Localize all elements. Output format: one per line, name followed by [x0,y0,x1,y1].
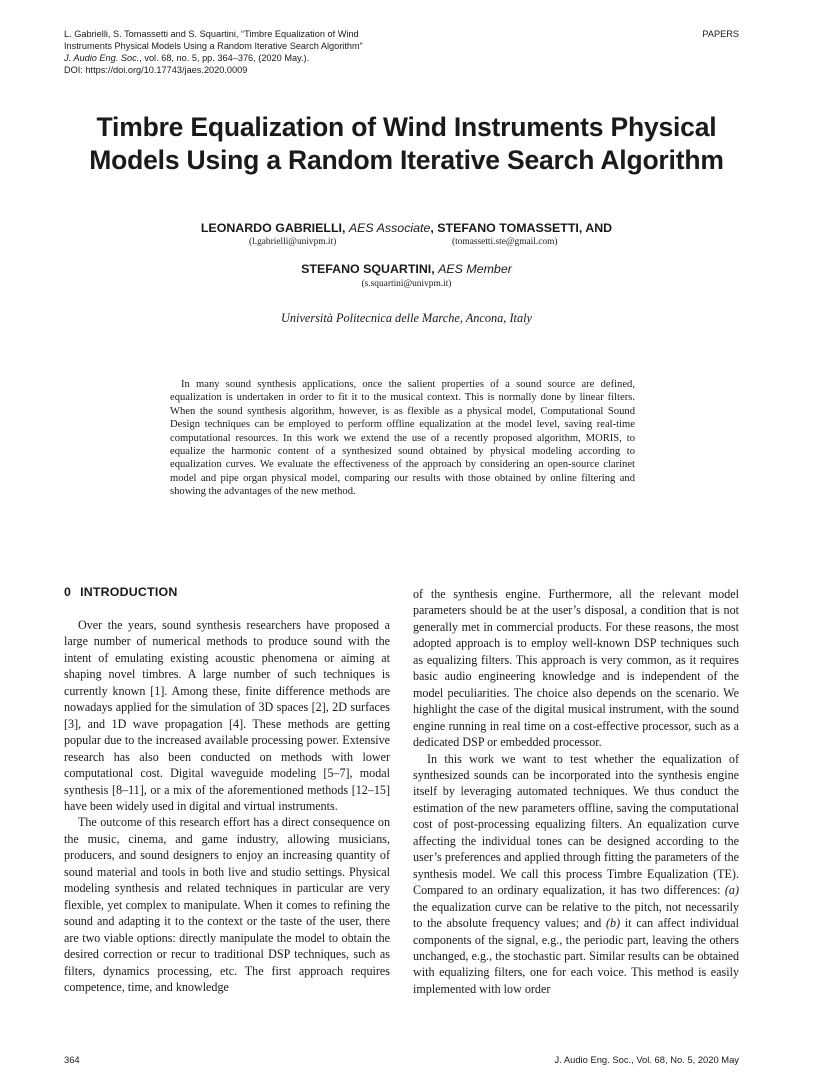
author-line-2 [0,262,813,276]
section-number: 0 [64,585,72,599]
citation-line-3 [64,52,504,64]
author-2-name: , STEFANO TOMASSETTI, AND [430,221,613,235]
list-label-a: (a) [724,883,739,898]
author-1-name: LEONARDO GABRIELLI, [200,221,346,235]
section-title: INTRODUCTION [80,585,178,599]
title-line-2: Models Using a Random Iterative Search Algorithm [89,145,724,175]
doi-link[interactable]: DOI: https://doi.org/10.17743/jaes.2020.0009 [64,65,248,75]
page-number: 364 [64,1054,80,1065]
footer-journal: J. Audio Eng. Soc., Vol. 68, No. 5, 2020 May [554,1054,739,1065]
author-3-role: AES Member [438,262,512,276]
paragraph-text: it can affect individual components of the signal, e.g., the periodic part, leaving the others unchanged, e.g., the stochastic part. Similar results can be obtained with equalizing filters, one for each voice. This method is easily implemented with low order [413,916,739,996]
paragraph: The outcome of this research effort has a direct consequence on the music, cinema, and game industry, allowing musicians, producers, and sound designers to enjoy an increasing quantity of sound material and tools in both live and studio settings. Physical modeling synthesis and related techniques in particular are very flexible, yet complex to manipulate. When it comes to refining the sound and adapting it to the context or the taste of the user, there are two viable options: directly manipulate the model to obtain the desired correction or recur to traditional DSP techniques, such as filters, dynamics processing, etc. The first approach requires competence, time, and knowledge [64,815,390,994]
paragraph: of the synthesis engine. Furthermore, all the relevant model parameters should be at the user’s disposal, a condition that is not generally met in commercial products. For these reasons, the most adopted approach is to employ well-known DSP techniques such as equalizing filters. This approach is very common, as it requires basic audio engineering knowledge and is independent of the model peculiarities. The choice also depends on the scenario. We highlight the case of the digital musical instrument, with the sound engine running in real time on a cost-effective processor, such as a dedicated DSP or embedded processor. [413,587,739,750]
affiliation: Università Politecnica delle Marche, Ancona, Italy [281,311,532,325]
citation-header [64,28,504,76]
title-line-1: Timbre Equalization of Wind Instruments Physical [96,112,717,142]
body-column-right [413,586,739,997]
section-heading [64,584,390,600]
author-2-email: (tomassetti.ste@gmail.com) [452,237,558,247]
author-3-email: (s.squartini@univpm.it) [361,279,452,289]
paragraph-text: In this work we want to test whether the equalization of synthesized sounds can be incorporated into the synthesis engine itself by leveraging automated techniques. We thus conduct the estimation of the new parameters offline, saving the computational cost of post-processing equalizing filters. An equalization curve affecting the individual tones can be designed according to the user’s preferences and applied through fitting the parameters of the synthesis model. We call this process Timbre Equalization (TE). Compared to an ordinary equalization, it has two differences: [413,751,739,898]
body-column-left [64,584,390,995]
citation-line-2: Instruments Physical Models Using a Random Iterative Search Algorithm” [64,41,363,51]
abstract: In many sound synthesis applications, once the salient properties of a sound source are defined, equalization is undertaken in order to fit it to the musical context. This is normally done by linear filters. When the sound synthesis algorithm, however, is as flexible as a physical model, Computational Sound Design techniques can be employed to perform offline equalization at the model level, saving real-time computational resources. In this work we extend the use of a recently proposed algorithm, MORIS, to equalize the harmonic content of a synthesized sound obtained by physical modeling according to equalization curves. We evaluate the effectiveness of the approach by considering an open-source clarinet model and pipe organ physical model, comparing our results with those obtained by online filtering and showing the advantages of the new method. [170,379,635,498]
paragraph-text: the equalization curve can be relative to the pitch, not necessarily to the absolute frequency values; and [413,899,739,931]
list-label-b: (b) [606,916,621,931]
citation-journal: J. Audio Eng. Soc. [64,53,140,63]
author-1-email: (l.gabrielli@univpm.it) [249,237,337,247]
paragraph: Over the years, sound synthesis researchers have proposed a large number of numerical methods to produce sound with the intent of emulating existing acoustic phenomena or aiming at shaping novel timbres. A large number of such techniques is currently known [1]. Among these, finite difference methods are nowadays applied for the simulation of 3D spaces [2], 2D surfaces [3], and 1D wave propagation [4]. These methods are getting popular due to the increased available processing power. Extensive research has also been conducted on methods with lower computational cost. Digital waveguide modeling [5–7], modal synthesis [8–11], or a mix of the aforementioned methods [12–15] have been widely used in digital and virtual instruments. [64,618,390,813]
paragraph [413,751,739,998]
author-3-name: STEFANO SQUARTINI, [301,262,435,276]
author-1-role: AES Associate [348,221,431,235]
citation-line-1: L. Gabrielli, S. Tomassetti and S. Squartini, “Timbre Equalization of Wind [64,29,359,39]
section-tag: PAPERS [702,29,739,39]
paper-title [40,111,773,177]
author-line-1 [0,221,813,235]
citation-volume: , vol. 68, no. 5, pp. 364–376, (2020 May.). [139,53,310,63]
